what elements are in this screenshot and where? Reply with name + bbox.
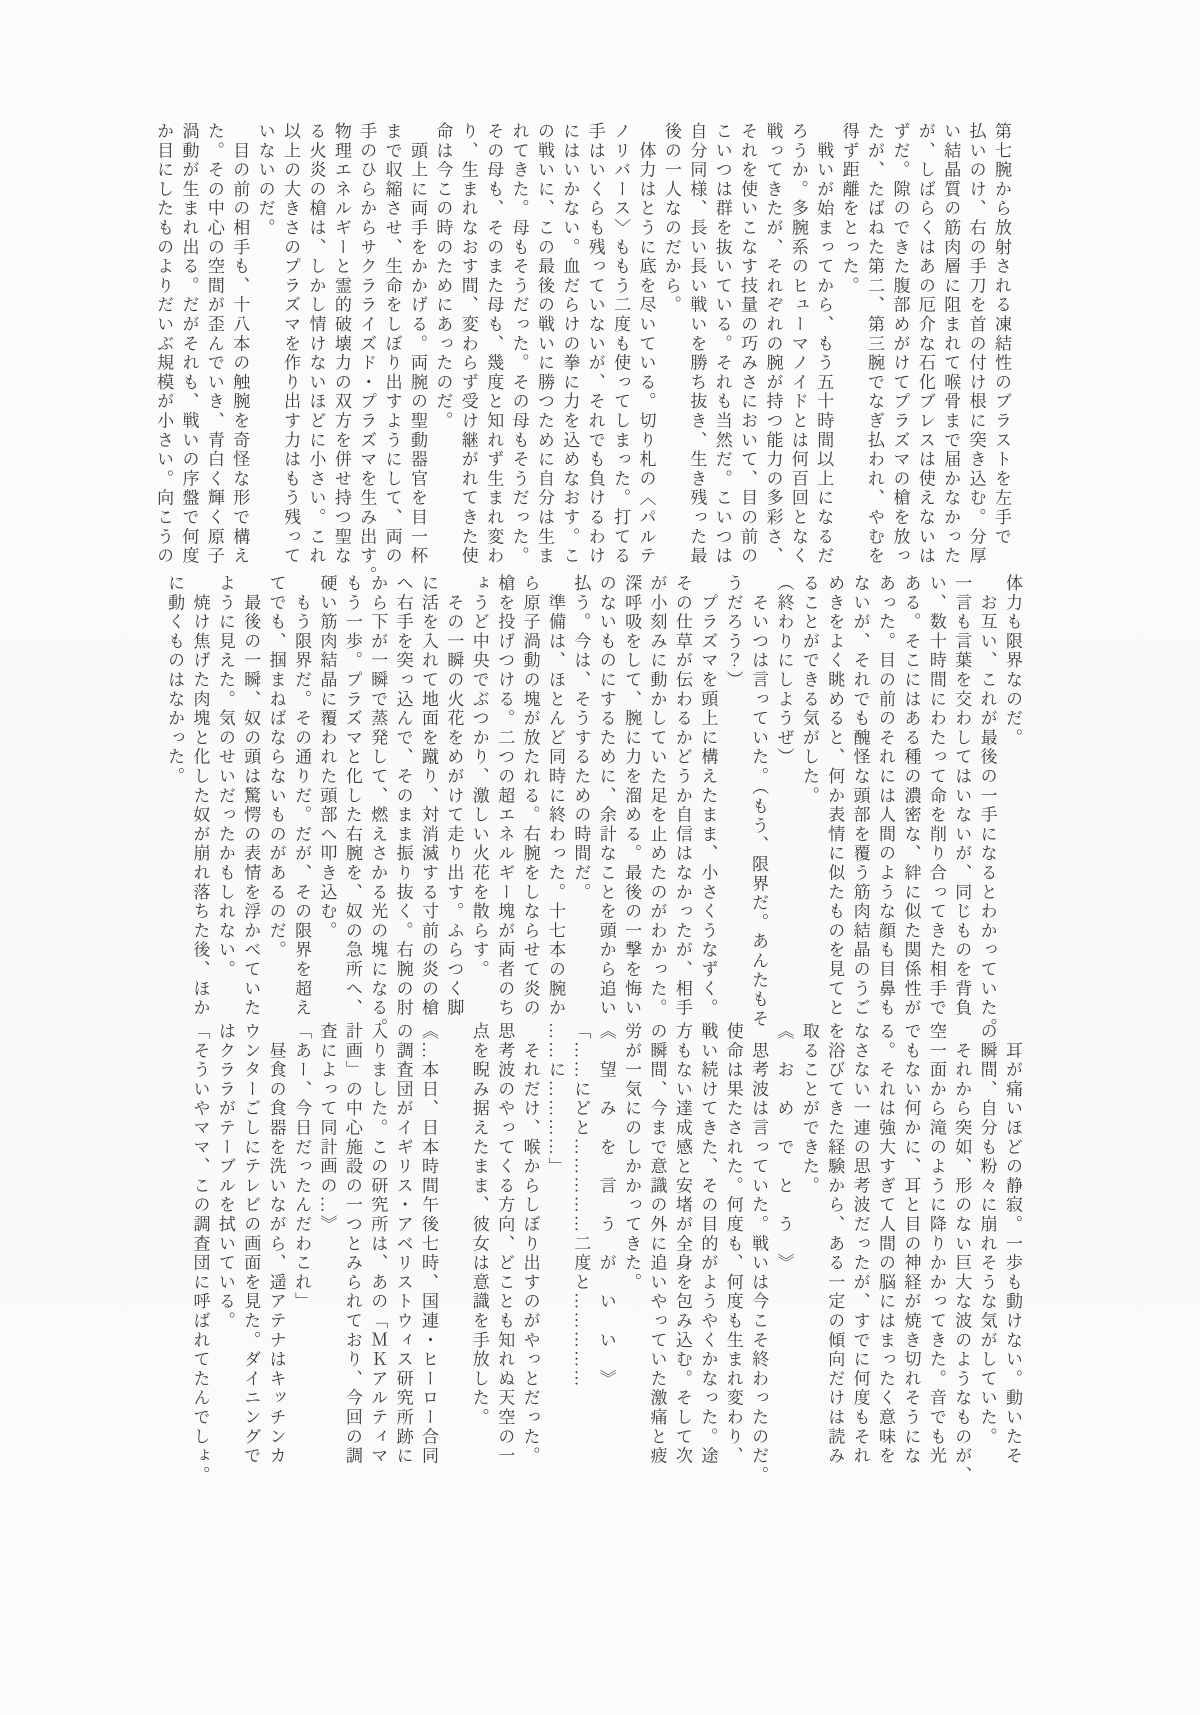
text-column: 硬い筋肉結晶に覆われた頭部へ叩き込む。	[317, 574, 337, 941]
text-column: 思考波は言っていた。戦いは今こそ終わったのだ。	[749, 1022, 769, 1486]
text-column: 払う。今は、そうするための時間だ。	[571, 574, 591, 903]
text-column: それを使いこなす技量の巧みさにおいて、目の前の	[738, 122, 758, 566]
text-column: 物理エネルギーと霊的破壊力の双方を併せ持つ聖な	[331, 122, 351, 566]
text-column: （終わりにしようぜ）	[774, 574, 794, 767]
text-column: 方もない達成感と安堵が全身を包み込む。そして次	[672, 1022, 692, 1466]
text-column: ろうか。多腕系のヒューマノイドとは何百回となく	[788, 122, 808, 566]
text-column: そいつは言っていた。（もう、限界だ。あんたもそ	[749, 574, 769, 1029]
text-column: 《 お め で と う 》	[774, 1022, 794, 1273]
text-column: めきをよく眺めると、何か表情に似たものを見てと	[825, 574, 845, 1018]
text-column: 一言も言葉を交わしてはいないが、同じものを背負	[952, 574, 972, 1018]
text-column: に活を入れて地面を蹴り、対消滅する寸前の炎の槍	[419, 574, 439, 1018]
text-column: た。その中心の空間が歪んでいき、青白く輝く原子	[204, 122, 224, 566]
text-column: ることができる気がした。	[799, 574, 819, 806]
text-column: その一瞬の火花をめがけて走り出す。ふらつく脚	[444, 574, 464, 1018]
text-column: 自分同様、長い長い戦いを勝ち抜き、生き残った最	[687, 122, 707, 566]
text-column: 使命は果たされた。何度も、何度も生まれ変わり、	[723, 1022, 743, 1466]
text-column: 《 望 み を 言 う が い い 》	[596, 1022, 616, 1389]
text-column: それから突如、形のない巨大な波のようなものが、	[952, 1022, 972, 1486]
text-column: ……に…………」	[545, 1022, 565, 1177]
text-column: にはいかない。血だらけの拳に力を込めなおす。こ	[560, 122, 580, 566]
text-column: 計画」の中心施設の一つとみられており、今回の調	[342, 1022, 362, 1466]
text-column: はクララがテーブルを拭いている。	[215, 1022, 235, 1331]
text-column: の調査団がイギリス・アベリストウィス研究所跡に	[393, 1022, 413, 1466]
text-column	[437, 1022, 462, 1468]
text-column: 後の一人なのだから。	[661, 122, 681, 315]
text-column: その仕草が伝わるかどうか自信はなかったが、相手	[672, 574, 692, 1018]
text-column: 渦動が生まれ出る。だがそれも、戦いの序盤で何度	[179, 122, 199, 566]
text-column: あった。目の前のそれには人間のような顔も目鼻も	[876, 574, 896, 1018]
text-column: から下が一瞬で蒸発して、燃えさかる光の塊になる。	[368, 574, 388, 1038]
text-column: 査によって同計画の…》	[317, 1022, 337, 1235]
text-column: 手はいくらも残っていないが、それでも負けるわけ	[585, 122, 605, 566]
text-column: ある。そこにはある種の濃密な、絆に似た関係性が	[901, 574, 921, 1018]
text-column: る火炎の槍は、しかし情けないほどに小さい。これ	[306, 122, 326, 566]
text-column: ら原子渦動の塊が放たれる。右腕をしならせて炎の	[520, 574, 540, 1018]
text-column: 思考波のやってくる方向、どことも知れぬ天空の一	[495, 1022, 515, 1466]
text-column: 手のひらからサクラライズド・プラズマを生み出す。	[357, 122, 377, 586]
text-column: へ右手を突っ込んで、そのまま振り抜く。右腕の肘	[393, 574, 413, 1018]
text-column: 点を睨み据えたまま、彼女は意識を手放した。	[469, 1022, 489, 1428]
text-column: もう限界だ。その通りだ。だが、その限界を超え	[292, 574, 312, 1018]
text-column: それだけ、喉からしぼり出すのがやっとだった。	[520, 1022, 540, 1466]
text-column: 第七腕から放射される凍結性のブラストを左手で	[992, 122, 1011, 547]
text-band-bottom	[183, 1022, 1022, 1486]
text-column: り、生まれなおす間、変わらず受け継がれてきた使	[458, 122, 478, 566]
text-column: 以上の大きさのプラズマを作り出す力はもう残って	[281, 122, 301, 566]
text-column: 戦ってきたが、それぞれの腕が持つ能力の多彩さ、	[763, 122, 783, 566]
text-column: 得ず距離をとった。	[839, 122, 859, 296]
text-column: でもない何かに、耳と目の神経が焼き切れそうにな	[901, 1022, 921, 1466]
text-column: の瞬間、自分も粉々に崩れそうな気がしていた。	[977, 1022, 997, 1447]
text-column: 最後の一瞬、奴の頭は驚愕の表情を浮かべていた	[241, 574, 261, 1018]
text-band-middle	[158, 574, 1022, 1038]
text-column: まで収縮させ、生命をしぼり出すようにして、両の	[382, 122, 402, 566]
text-column: 深呼吸をして、腕に力を溜める。最後の一撃を悔い	[622, 574, 642, 1018]
text-band-top	[147, 122, 1011, 586]
text-column: 槍を投げつける。二つの超エネルギー塊が両者のち	[495, 574, 515, 1018]
text-column: ように見えた。気のせいだったかもしれない。	[215, 574, 235, 980]
text-column: 焼け焦げた肉塊と化した奴が崩れ落ちた後、ほか	[190, 574, 210, 1018]
text-column: うだろう？）	[723, 574, 743, 690]
text-column: を浴びてきた経験から、ある一定の傾向だけは読み	[825, 1022, 845, 1466]
text-column: 払いのけ、右の手刀を首の付け根に突き込む。分厚	[966, 122, 986, 566]
text-column: 体力も限界なのだ。	[1003, 574, 1022, 748]
text-column: 昼食の食器を洗いながら、遥アテナはキッチンカ	[266, 1022, 286, 1466]
text-column: が、しばらくはあの厄介な石化ブレスは使えないは	[915, 122, 935, 566]
text-column: ないが、それでも醜怪な頭部を覆う筋肉結晶のうご	[850, 574, 870, 1018]
text-column: 入りました。この研究所は、あの「ＭＫアルティマ	[368, 1022, 388, 1466]
text-column: お互い、これが最後の一手になるとわかっていた。	[977, 574, 997, 1038]
text-column: い結晶質の筋肉層に阻まれて喉骨まで届かなかった	[941, 122, 961, 566]
text-column: 戦い続けてきた、その目的がようやくかなった。途	[698, 1022, 718, 1466]
text-column: る。それは強大すぎて人間の脳にはまったく意味を	[876, 1022, 896, 1466]
text-column: い、数十時間にわたって命を削り合ってきた相手で	[926, 574, 946, 1018]
text-column: ずだ。隙のできた腹部めがけてプラズマの槍を放っ	[890, 122, 910, 566]
text-column: が小刻みに動かしていた足を止めたのがわかった。	[647, 574, 667, 1018]
text-column: ノリバース〉ももう二度も使ってしまった。打てる	[611, 122, 631, 566]
text-column: 「……にどと……………二度と……………	[571, 1022, 591, 1389]
text-column: 頭上に両手をかかげる。両腕の聖動器官を目一杯	[408, 122, 428, 566]
text-column: なさない一連の思考波だったが、すでに何度もそれ	[850, 1022, 870, 1466]
text-column: たが、たばねた第二、第三腕でなぎ払われ、やむを	[865, 122, 885, 566]
text-column: 目の前の相手も、十八本の触腕を奇怪な形で構え	[230, 122, 250, 566]
text-column: もう一歩。プラズマと化した右腕を、奴の急所へ、	[342, 574, 362, 1018]
text-column: 戦いが始まってから、もう五十時間以上になるだ	[814, 122, 834, 566]
text-column: プラズマを頭上に構えたまま、小さくうなずく。	[698, 574, 718, 1018]
text-column: の瞬間、今まで意識の外に追いやっていた激痛と疲	[647, 1022, 667, 1466]
text-column: いないのだ。	[255, 122, 275, 238]
text-column: その母も、そのまた母も、幾度と知れず生まれ変わ	[484, 122, 504, 566]
text-column: に動くものはなかった。	[165, 574, 185, 787]
text-column: 《…本日、日本時間午後七時、国連・ヒーロー合同	[419, 1022, 439, 1466]
text-column: のないものにするために、余計なことを頭から追い	[596, 574, 616, 1018]
text-column: 耳が痛いほどの静寂。一歩も動けない。動いたそ	[1003, 1022, 1022, 1466]
text-column: の戦いに、この最後の戦いに勝つために自分は生ま	[534, 122, 554, 566]
text-column: 命は今この時のためにあったのだ。	[433, 122, 453, 431]
text-column: 「あー、今日だったんだわこれ」	[292, 1022, 312, 1312]
text-column: ょうど中央でぶつかり、激しい火花を散らす。	[469, 574, 489, 980]
text-column: こいつは群を抜いている。それも当然だ。こいつは	[712, 122, 732, 566]
text-column: 取ることができた。	[799, 1022, 819, 1196]
text-column: か目にしたものよりだいぶ規模が小さい。向こうの	[154, 122, 174, 566]
text-column: 「そういやママ、この調査団に呼ばれてたんでしょ。	[190, 1022, 210, 1486]
text-column: 準備は、ほとんど同時に終わった。十七本の腕か	[545, 574, 565, 1018]
text-column: てでも、掴まねばならないものがあるのだ。	[266, 574, 286, 960]
text-column: 空一面から滝のように降りかかってきた。音でも光	[926, 1022, 946, 1466]
text-column: れてきた。母もそうだった。その母もそうだった。	[509, 122, 529, 566]
text-column: 労が一気にのしかかってきた。	[622, 1022, 642, 1293]
text-column: 体力はとうに底を尽いている。切り札の〈パルテ	[636, 122, 656, 566]
text-column: ウンターごしにテレビの画面を見た。ダイニングで	[241, 1022, 261, 1466]
